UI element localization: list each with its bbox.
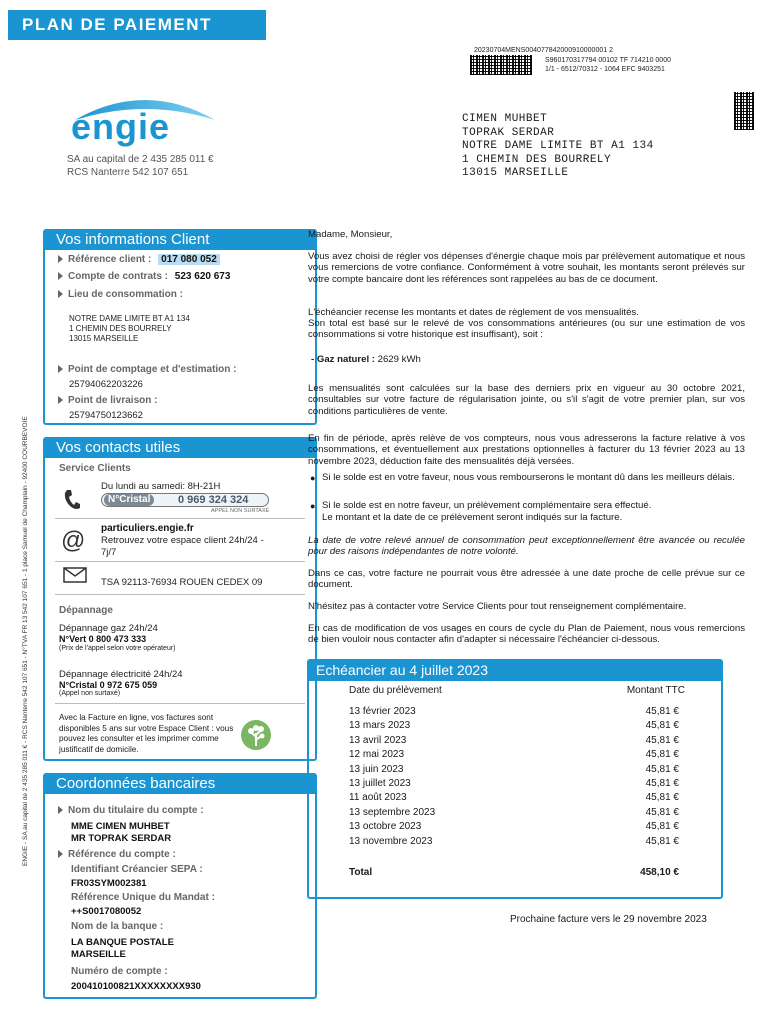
holder-names: [71, 821, 171, 845]
recipient-line: CIMEN MUHBET: [462, 113, 548, 125]
schedule-amount: 45,81 €: [645, 763, 679, 775]
account-ref-row: [58, 849, 176, 860]
contacts-panel: [43, 437, 317, 761]
holder-line: MR TOPRAK SERDAR: [71, 833, 172, 844]
envelope-icon: [63, 567, 87, 583]
schedule-amount: 45,81 €: [645, 720, 679, 732]
engie-logo: engie: [71, 106, 171, 147]
gas-consumption: [311, 354, 748, 365]
letter-paragraph: En fin de période, après relève de vos compteurs, nous vous adresserons la facture relative à vos consommations, et éventuellement aux prestations optionnelles à facturer du 13 février 2023 au 13 novembre 2023, déduction faite des mensualités déjà versées.: [308, 433, 745, 467]
schedule-title: Echéancier au 4 juillet 2023: [308, 660, 722, 681]
bank-line: MARSEILLE: [71, 949, 126, 960]
place-row: [58, 289, 183, 300]
separator: [55, 518, 305, 519]
company-legal: [67, 153, 214, 179]
delivery-label: Point de livraison :: [68, 395, 158, 406]
letter-bullet: Si le solde est en notre faveur, un prélèvement complémentaire sera effectué.: [322, 500, 652, 511]
gas-repair-label: Dépannage gaz 24h/24: [59, 623, 158, 634]
schedule-date: 13 février 2023: [349, 706, 416, 717]
schedule-date: 13 juillet 2023: [349, 778, 411, 789]
elec-repair-note: (Appel non surtaxé): [59, 690, 121, 697]
legal-line: SA au capital de 2 435 285 011 €: [67, 154, 214, 165]
not-surcharged-note: APPEL NON SURTAXÉ: [211, 508, 270, 514]
arrow-icon: [58, 290, 63, 298]
schedule-amount: 45,81 €: [645, 835, 679, 847]
recipient-line: NOTRE DAME LIMITE BT A1 134: [462, 140, 654, 152]
schedule-row: [349, 764, 679, 775]
contract-label: Compte de contrats :: [68, 271, 169, 282]
schedule-date: 11 août 2023: [349, 792, 407, 804]
mandate-value: ++S0017080052: [71, 906, 142, 917]
letter-greeting: Madame, Monsieur,: [308, 229, 393, 240]
schedule-date: 13 mars 2023: [349, 720, 411, 732]
next-invoice: Prochaine facture vers le 29 novembre 2023: [510, 914, 707, 925]
schedule-row: [349, 706, 679, 717]
arrow-icon: [58, 850, 63, 858]
letter-paragraph: La date de votre relevé annuel de consommation peut exceptionnellement être avancée ou reculée pour des raisons indépendantes de notre volonté.: [308, 535, 745, 558]
legal-line: RCS Nanterre 542 107 651: [67, 167, 189, 178]
separator: [55, 594, 305, 595]
place-label: Lieu de consommation :: [68, 289, 184, 300]
separator: [55, 561, 305, 562]
schedule-row: [349, 792, 679, 803]
delivery-value: 25794750123662: [69, 410, 143, 421]
arrow-icon: [58, 365, 63, 373]
holder-label: Nom du titulaire du compte :: [68, 805, 204, 816]
schedule-row: [349, 807, 679, 818]
schedule-row: [349, 778, 679, 789]
client-ref-label: Référence client :: [68, 254, 152, 265]
holder-row: [58, 805, 204, 816]
schedule-date: 13 octobre 2023: [349, 821, 422, 833]
website-description: Retrouvez votre espace client 24h/24 - 7j/7: [101, 535, 264, 558]
schedule-header: [349, 685, 685, 696]
contract-row: [58, 271, 230, 282]
bullet-icon: ●: [310, 473, 316, 483]
place-line: 1 CHEMIN DES BOURRELY: [69, 324, 172, 333]
place-line: NOTRE DAME LIMITE BT A1 134: [69, 314, 190, 323]
repair-label: Dépannage: [59, 605, 113, 616]
bank-name: [71, 937, 174, 961]
schedule-row: [349, 749, 679, 760]
metering-row: [58, 364, 237, 375]
total-value: 458,10 €: [640, 867, 679, 878]
contract-value: 523 620 673: [174, 271, 231, 282]
page-banner: PLAN DE PAIEMENT: [8, 10, 266, 40]
barcode-line-2: S960170317794 00102 TF 714210 0000: [545, 57, 671, 64]
arrow-icon: [58, 396, 63, 404]
schedule-date: 13 avril 2023: [349, 734, 407, 746]
schedule-row: [349, 720, 679, 731]
schedule-row: [349, 836, 679, 847]
col-date-header: Date du prélèvement: [349, 685, 442, 696]
arrow-icon: [58, 255, 63, 263]
website-link[interactable]: particuliers.engie.fr: [101, 523, 194, 534]
service-clients-label: Service Clients: [59, 463, 131, 474]
contacts-title: Vos contacts utiles: [44, 438, 316, 458]
bank-name-label: Nom de la banque :: [71, 921, 164, 932]
letter-paragraph: Dans ce cas, votre facture ne pourrait vous être adressée à une date proche de celle prévue sur ce document.: [308, 568, 745, 591]
letter-paragraph: En cas de modification de vos usages en cours de cycle du Plan de Paiement, nous vous remercions de bien vouloir nous contacter afin d'adapter si nécessaire l'échéancier ci-dessous.: [308, 623, 745, 646]
sepa-label: Identifiant Créancier SEPA :: [71, 864, 203, 875]
client-ref-row: [58, 254, 220, 265]
bank-line: LA BANQUE POSTALE: [71, 937, 174, 948]
place-address: [69, 314, 190, 344]
at-icon: @: [61, 527, 86, 554]
schedule-amount: 45,81 €: [645, 792, 679, 804]
schedule-amount: 45,81 €: [645, 749, 679, 761]
recipient-line: TOPRAK SERDAR: [462, 126, 555, 139]
datamatrix-code: [470, 55, 532, 75]
cristal-number[interactable]: 0 969 324 324: [178, 494, 249, 506]
schedule-amount: 45,81 €: [645, 778, 679, 789]
schedule-amount: 45,81 €: [645, 734, 679, 746]
letter-bullet: Si le solde est en votre faveur, nous vous rembourserons le montant dû dans les meilleurs délais.: [322, 472, 735, 483]
account-number-label: Numéro de compte :: [71, 966, 168, 977]
schedule-date: 13 novembre 2023: [349, 835, 433, 847]
holder-line: MME CIMEN MUHBET: [71, 821, 170, 832]
col-amount-header: Montant TTC: [626, 685, 685, 696]
total-label: Total: [349, 867, 373, 878]
metering-value: 25794062203226: [69, 379, 143, 390]
schedule-row: [349, 735, 679, 746]
schedule-amount: 45,81 €: [645, 706, 679, 717]
postal-address: TSA 92113-76934 ROUEN CEDEX 09: [101, 577, 263, 588]
schedule-date: 12 mai 2023: [349, 749, 405, 761]
gas-consumption-label: - Gaz naturel :: [311, 354, 375, 365]
letter-paragraph: L'échéancier recense les montants et dates de règlement de vos mensualités.: [308, 307, 639, 318]
gas-repair-number[interactable]: N°Vert 0 800 473 333: [59, 634, 147, 644]
schedule-total: [349, 867, 679, 878]
place-line: 13015 MARSEILLE: [69, 334, 139, 343]
arrow-icon: [58, 272, 63, 280]
phone-icon: [63, 489, 81, 511]
barcode-line-3: 1/1 - 6512/70312 - 1064 EFC 9403251: [545, 66, 665, 73]
cristal-label: N°Cristal: [104, 494, 154, 506]
bank-title: Coordonnées bancaires: [44, 774, 316, 794]
service-hours: Du lundi au samedi: 8H-21H: [101, 481, 221, 492]
schedule-row: [349, 821, 679, 832]
letter-paragraph: Son total est basé sur le relevé de vos consommations antérieures (ou sur une estimation de vos consommations si votre historique est insuffisant), soit :: [308, 318, 745, 341]
mandate-label: Référence Unique du Mandat :: [71, 892, 215, 903]
recipient-address: [462, 113, 654, 181]
elec-repair-label: Dépannage électricité 24h/24: [59, 669, 183, 680]
barcode-line-1: 20230704MENS004077842000910000001 2: [474, 47, 613, 54]
account-number: 200410100821XXXXXXXX930: [71, 981, 201, 992]
schedule-date: 13 juin 2023: [349, 763, 404, 775]
client-ref-value: 017 080 052: [158, 254, 220, 265]
bank-panel: [43, 773, 317, 999]
letter-paragraph: Vous avez choisi de régler vos dépenses d'énergie chaque mois par prélèvement automatique et nous vous remercions de votre confiance. Conformément à votre souhait, les montants seront prélevés sur votre compte bancaire dont les références sont rappelées au bas de ce document.: [308, 251, 745, 285]
letter-paragraph: N'hésitez pas à contacter votre Service Clients pour tout renseignement complémentaire.: [308, 601, 687, 612]
account-ref-label: Référence du compte :: [68, 849, 176, 860]
cristal-badge: [101, 493, 269, 507]
bullet-icon: ●: [310, 501, 316, 511]
arrow-icon: [58, 806, 63, 814]
client-info-title: Vos informations Client: [44, 230, 316, 250]
recipient-line: 13015 MARSEILLE: [462, 167, 569, 179]
schedule-date: 13 septembre 2023: [349, 806, 436, 818]
separator: [55, 703, 305, 704]
metering-label: Point de comptage et d'estimation :: [68, 364, 237, 375]
schedule-amount: 45,81 €: [645, 821, 679, 833]
letter-paragraph: Les mensualités sont calculées sur la base des derniers prix en vigueur au 30 octobre 2021, consultables sur votre facture de régularisation jointe, ou s'il s'agit de votre premier plan, sur vos conditions particulières de vente.: [308, 383, 745, 417]
delivery-row: [58, 395, 157, 406]
side-qr-code: [734, 92, 754, 130]
gas-repair-note: (Prix de l'appel selon votre opérateur): [59, 645, 176, 652]
sepa-value: FR03SYM002381: [71, 878, 147, 889]
letter-bullet-detail: Le montant et la date de ce prélèvement seront indiqués sur la facture.: [322, 512, 623, 523]
vertical-legal-text: ENGIE - SA au capital de 2 435 285 011 € - RCS Nanterre 542 107 651 - N°TVA FR 13 542 107 651 - 1 place Samuel de Champlain - 92400 COURBEVOIE: [22, 416, 29, 866]
schedule-amount: 45,81 €: [645, 806, 679, 818]
recipient-line: 1 CHEMIN DES BOURRELY: [462, 153, 612, 166]
payment-schedule: [307, 659, 723, 899]
eco-message: Avec la Facture en ligne, vos factures sont disponibles 5 ans sur votre Espace Client : vous pouvez les consulter et les imprimer comme justificatif de domicile.: [59, 713, 234, 754]
client-info-panel: [43, 229, 317, 425]
eco-tree-icon: [240, 719, 272, 751]
elec-repair-number[interactable]: N°Cristal 0 972 675 059: [59, 680, 158, 690]
gas-consumption-value: 2629 kWh: [377, 354, 421, 365]
